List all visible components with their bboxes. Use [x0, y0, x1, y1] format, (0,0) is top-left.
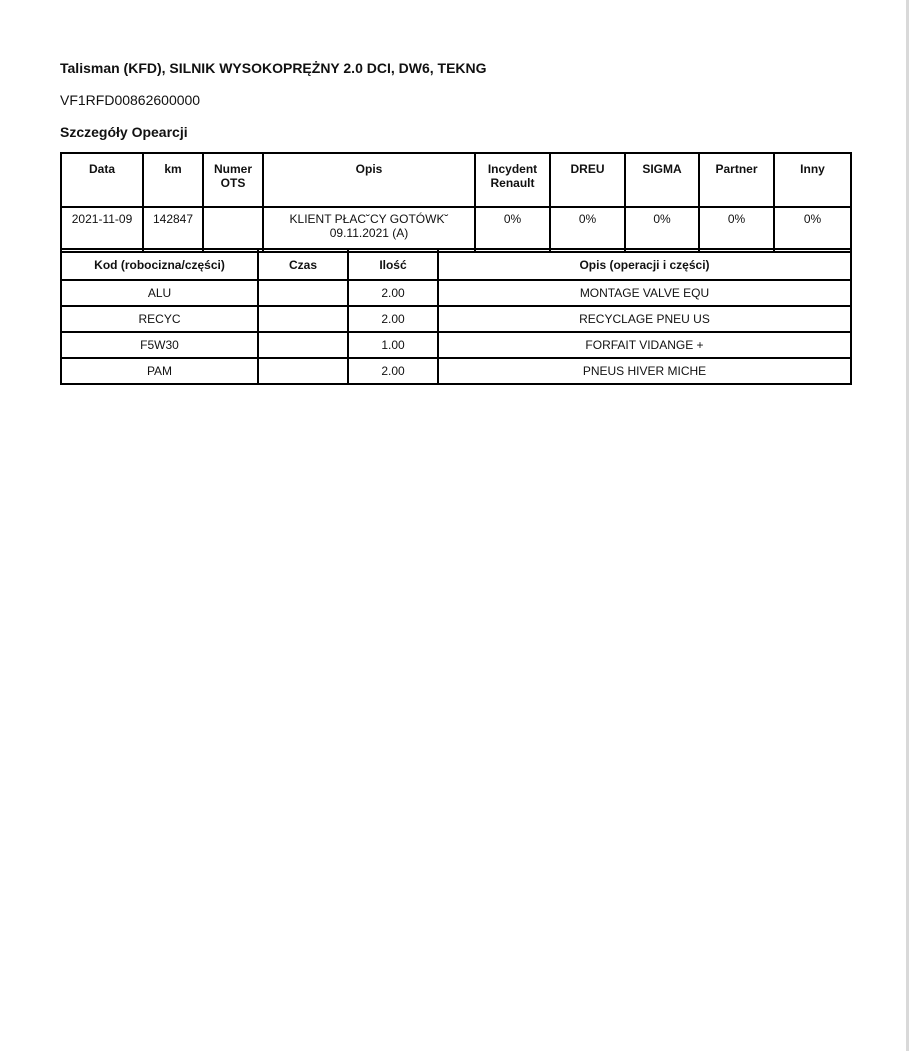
section-title: Szczegóły Opearcji [60, 124, 188, 140]
cell-opis: MONTAGE VALVE EQU [438, 280, 851, 306]
cell-numer-ots [203, 207, 263, 252]
cell-czas [258, 306, 348, 332]
cell-incydent-renault: 0% [475, 207, 550, 252]
cell-ilosc: 2.00 [348, 280, 438, 306]
table-row [61, 332, 851, 358]
col-header-inny: Inny [774, 153, 851, 207]
col-header-dreu: DREU [550, 153, 625, 207]
col-header-czas: Czas [258, 249, 348, 280]
cell-ilosc: 1.00 [348, 332, 438, 358]
parts-table [60, 248, 852, 385]
cell-sigma: 0% [625, 207, 699, 252]
cell-czas [258, 332, 348, 358]
cell-opis: KLIENT PŁAC˘CY GOTÓWK˘ 09.11.2021 (A) [263, 207, 475, 252]
cell-czas [258, 280, 348, 306]
cell-ilosc: 2.00 [348, 358, 438, 384]
operations-header-row [61, 153, 851, 207]
cell-kod: PAM [61, 358, 258, 384]
cell-kod: ALU [61, 280, 258, 306]
cell-partner: 0% [699, 207, 774, 252]
table-row [61, 358, 851, 384]
cell-kod: RECYC [61, 306, 258, 332]
table-row [61, 280, 851, 306]
col-header-numer-ots: Numer OTS [203, 153, 263, 207]
col-header-sigma: SIGMA [625, 153, 699, 207]
parts-header-row [61, 249, 851, 280]
table-row [61, 306, 851, 332]
col-header-km: km [143, 153, 203, 207]
cell-dreu: 0% [550, 207, 625, 252]
operations-table [60, 152, 852, 253]
col-header-opis-operacji: Opis (operacji i części) [438, 249, 851, 280]
col-header-opis: Opis [263, 153, 475, 207]
cell-czas [258, 358, 348, 384]
col-header-partner: Partner [699, 153, 774, 207]
cell-data: 2021-11-09 [61, 207, 143, 252]
vin-number: VF1RFD00862600000 [60, 92, 201, 108]
cell-opis: RECYCLAGE PNEU US [438, 306, 851, 332]
table-row [61, 207, 851, 252]
cell-opis: PNEUS HIVER MICHE [438, 358, 851, 384]
cell-inny: 0% [774, 207, 851, 252]
cell-ilosc: 2.00 [348, 306, 438, 332]
vehicle-title: Talisman (KFD), SILNIK WYSOKOPRĘŻNY 2.0 DCI, DW6, TEKNG [60, 60, 487, 76]
cell-opis: FORFAIT VIDANGE + [438, 332, 851, 358]
cell-km: 142847 [143, 207, 203, 252]
col-header-incydent-renault: Incydent Renault [475, 153, 550, 207]
cell-kod: F5W30 [61, 332, 258, 358]
col-header-kod: Kod (robocizna/części) [61, 249, 258, 280]
col-header-ilosc: Ilość [348, 249, 438, 280]
col-header-data: Data [61, 153, 143, 207]
